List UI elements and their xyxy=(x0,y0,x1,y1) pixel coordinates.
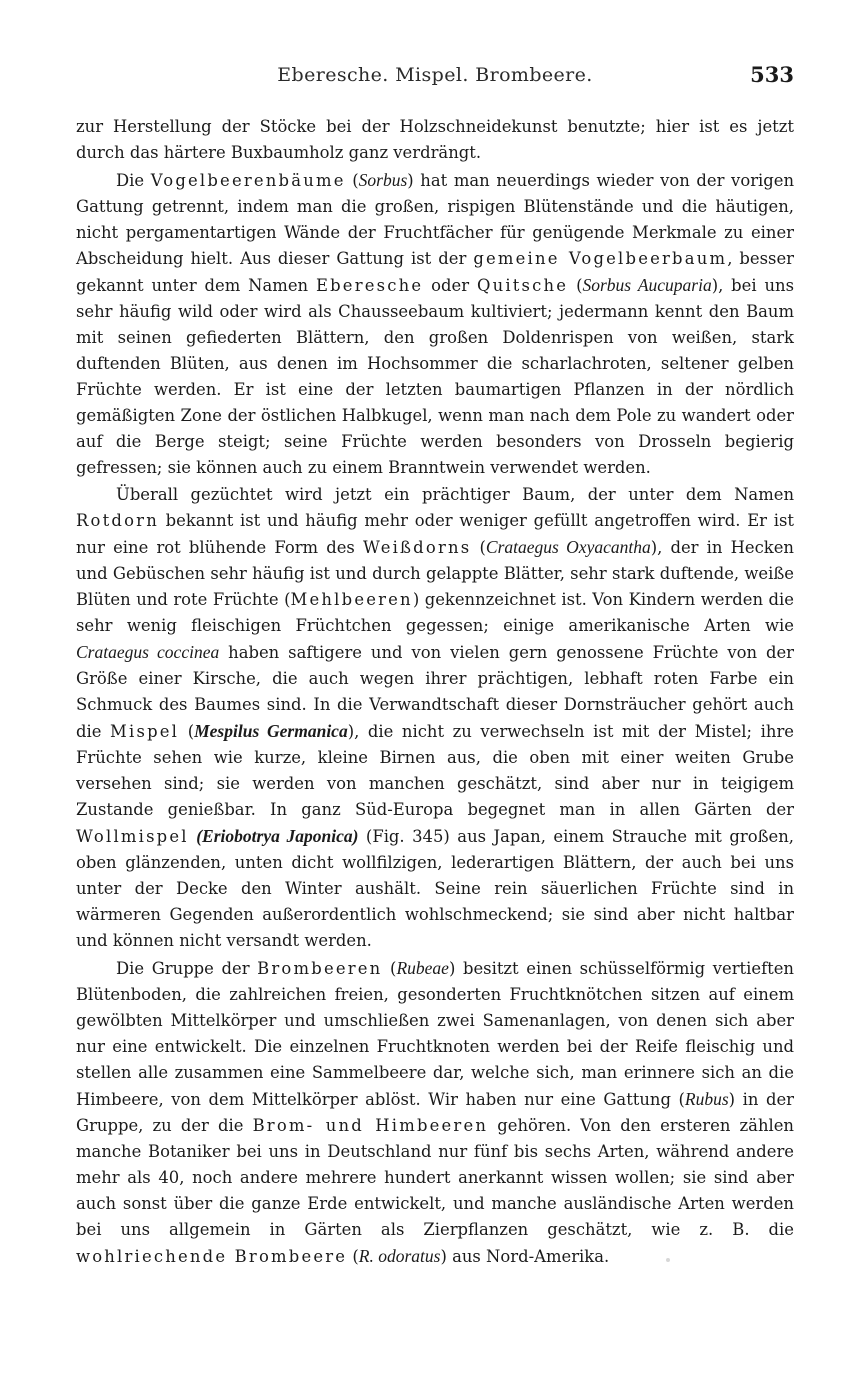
scientific-name: Crataegus coccinea xyxy=(76,642,220,662)
text-run: ( xyxy=(345,171,359,190)
text-run: (Fig. 345) aus Japan, einem Strauche mit großen, oben glänzenden, unten dicht wollfilzigen, lederartigen Blättern, der auch bei uns unter der Decke den Winter aushält. Seine rein säuerlichen Früchte sind in wärmeren Gegenden außerordentlich wohlschmeckend; sie sind aber nicht haltbar und können nicht versandt werden. xyxy=(76,827,794,950)
scientific-name: R. odoratus xyxy=(358,1246,441,1266)
text-run: Die Gruppe der xyxy=(116,959,258,978)
spaced-term: Vogelbeerenbäume xyxy=(150,171,346,190)
spaced-term: Eberesche xyxy=(315,276,424,295)
text-run: ( xyxy=(382,959,397,978)
spaced-term: Mispel xyxy=(110,722,180,741)
text-run: ), bei uns sehr häufig wild oder wird als Chausseebaum kultiviert; jedermann kennt den Baum mit seinen gefiederten Blättern, den großen Doldenrispen von weißen, stark duftenden Blüten, aus denen im Hochsommer die scharlachroten, seltener gelben Früchte werden. Er ist eine der letzten baumartigen Pflanzen in der nördlich gemäßigten Zone der östlichen Halbkugel, wenn man nach dem Pole zu wandert oder auf die Berge steigt; seine Früchte werden besonders von Drosseln begierig gefressen; sie können auch zu einem Branntwein verwendet werden. xyxy=(76,276,794,477)
paragraph-2 xyxy=(76,167,794,481)
scientific-name: Sorbus xyxy=(358,170,408,190)
text-run: ) hat man neuerdings wieder von der vorigen Gattung getrennt, indem man die großen, rispigen Blütenstände und die häutigen, nicht pergamentartigen Wände der Fruchtfächer für genügende Merkmale zu einer Abscheidung hielt. Aus dieser Gattung ist der xyxy=(76,171,795,268)
scientific-name: Mespilus Germanica xyxy=(194,721,348,741)
scientific-name: Crataegus Oxyacantha xyxy=(485,537,651,557)
text-run: bekannt ist und häufig mehr oder weniger gefüllt angetroffen wird. Er ist nur eine rot blühende Form des xyxy=(76,511,794,557)
text-run: ) gekennzeichnet ist. Von Kindern werden die sehr wenig fleischigen Früchtchen gegessen; einige amerikanische Arten wie xyxy=(76,590,794,635)
running-title: Eberesche. Mispel. Brombeere. xyxy=(277,64,593,86)
spaced-term: Quitsche xyxy=(476,276,569,295)
spaced-term: Brombeeren xyxy=(257,959,383,978)
text-run: ( xyxy=(347,1247,359,1266)
spaced-term: Rotdorn xyxy=(76,511,159,530)
paragraph-1 xyxy=(76,114,794,166)
text-run: ) besitzt einen schüsselförmig vertieften Blütenboden, die zahlreichen freien, gesonderten Fruchtknötchen sitzen auf einem gewölbten Mittelkörper und umschließen zwei Samenanlagen, von denen sich aber nur eine entwickelt. Die einzelnen Fruchtknoten werden bei der Reife fleischig und stellen alle zusammen eine Sammelbeere dar, welche sich, man erinnere sich an die Himbeere, von dem Mittelkörper ablöst. Wir haben nur eine Gattung ( xyxy=(76,959,794,1109)
text-run: ) in der Gruppe, zu der die xyxy=(76,1090,794,1135)
text-run: zur Herstellung der Stöcke bei der Holzschneidekunst benutzte; hier ist es jetzt durch das härtere Buxbaumholz ganz verdrängt. xyxy=(76,117,794,162)
body-text xyxy=(76,114,794,1271)
text-run: ), der in Hecken und Gebüschen sehr häufig ist und durch gelappte Blätter, sehr stark duftende, weiße Blüten und rote Früchte ( xyxy=(76,538,794,609)
page-number: 533 xyxy=(750,62,794,87)
text-run: ( xyxy=(568,276,583,295)
text-run: Die xyxy=(116,171,151,190)
spaced-term: Wollmispel xyxy=(76,827,189,846)
paragraph-3 xyxy=(76,482,794,954)
text-run: , besser gekannt unter dem Namen xyxy=(76,249,794,295)
text-run: haben saftigere und von vielen gern genossene Früchte von der Größe einer Kirsche, die auch wegen ihrer prächtigen, lebhaft roten Farbe ein Schmuck des Baumes sind. In die Verwandtschaft dieser Dornsträucher gehört auch die xyxy=(76,643,794,741)
text-run: ( xyxy=(179,722,195,741)
text-run: gehören. Von den ersteren zählen manche Botaniker bei uns in Deutschland nur fünf bis sechs Arten, während andere mehr als 40, noch andere mehrere hundert anerkannt wissen wollen; sie sind aber auch sonst über die ganze Erde entwickelt, und manche ausländische Arten werden bei uns allgemein in Gärten als Zierpflanzen geschätzt, wie z. B. die xyxy=(76,1116,794,1239)
scientific-name: Sorbus Aucuparia xyxy=(582,275,712,295)
scientific-name: Rubeae xyxy=(396,958,449,978)
spaced-term: Mehlbeeren xyxy=(290,590,413,609)
scientific-name: Rubus xyxy=(684,1089,729,1109)
page-header xyxy=(76,64,794,94)
scientific-name: (Eriobotrya Japonica) xyxy=(196,826,359,846)
text-run: oder xyxy=(423,276,477,295)
spaced-term: Weißdorns xyxy=(362,538,472,557)
spaced-term: wohlriechende Brombeere xyxy=(76,1247,348,1266)
paper-speck xyxy=(666,1258,670,1262)
text-run: ), die nicht zu verwechseln ist mit der Mistel; ihre Früchte sehen wie kurze, kleine Birnen aus, die oben mit einer weiten Grube versehen sind; sie werden von manchen geschätzt, sind aber nur in teigigem Zustande genießbar. In ganz Süd-Europa begegnet man in allen Gärten der xyxy=(76,722,794,819)
spaced-term: Brom- und Himbeeren xyxy=(252,1116,489,1135)
spaced-term: gemeine Vogelbeerbaum xyxy=(473,249,728,268)
paragraph-4 xyxy=(76,955,794,1270)
text-run: Überall gezüchtet wird jetzt ein prächtiger Baum, der unter dem Namen xyxy=(116,485,794,504)
text-run: ( xyxy=(471,538,486,557)
text-run: ) aus Nord-Amerika. xyxy=(440,1247,610,1266)
